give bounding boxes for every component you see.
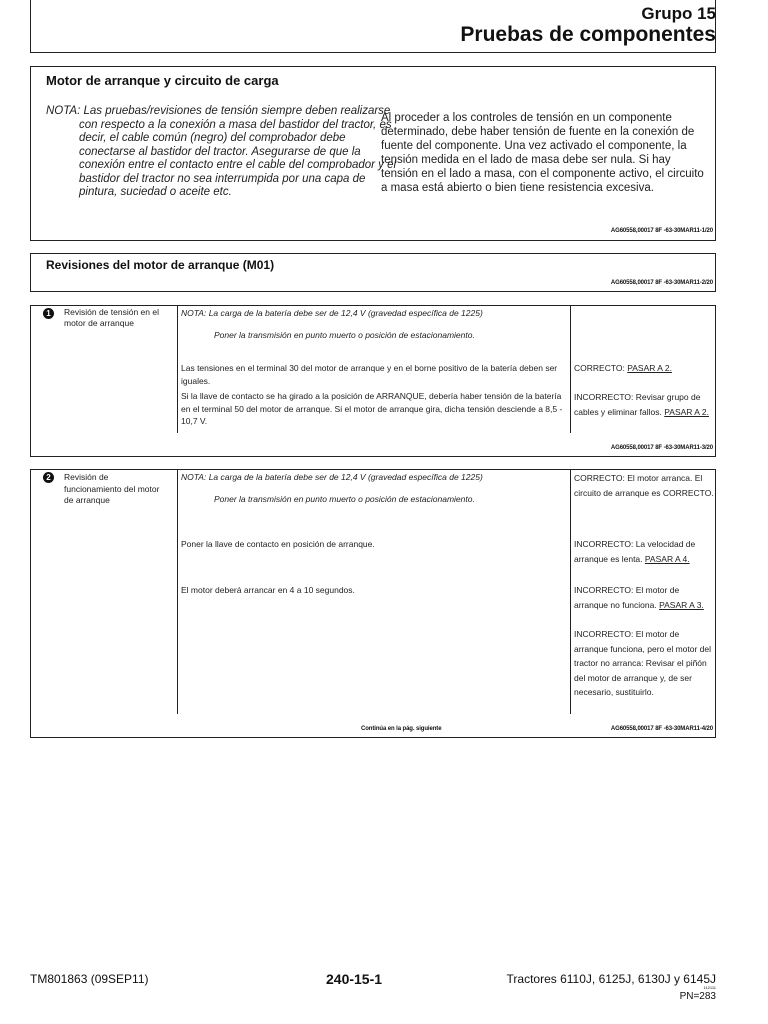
continue-note: Continúa en la pág. siguiente xyxy=(361,726,442,732)
result-incorrect xyxy=(574,583,714,612)
footer-tiny-code: 112111 xyxy=(703,985,716,990)
goto-link[interactable]: PASAR A 3. xyxy=(659,599,704,610)
step-label: Revisión de tensión en el motor de arranque xyxy=(64,307,159,328)
divider xyxy=(177,470,178,714)
goto-link[interactable]: PASAR A 4. xyxy=(644,553,690,564)
result-text: CORRECTO: xyxy=(574,363,628,373)
section-revisiones xyxy=(30,253,716,292)
group-label: Grupo 15 xyxy=(641,4,716,23)
result-text: INCORRECTO: Revisar grupo de cables y eliminar fallos. xyxy=(574,392,701,417)
step-label: Revisión de funcionamiento del motor de arranque xyxy=(64,472,160,505)
goto-link[interactable]: PASAR A 2. xyxy=(627,363,672,373)
nota-text: NOTA: La carga de la batería debe ser de 12,4 V (gravedad específica de 1225) xyxy=(181,308,483,318)
check-text: Si la llave de contacto se ha girado a la posición de ARRANQUE, debería haber tensión de la batería en el terminal 50 del motor de arranque. Si el motor de arranque gira, dicha tensión desciende a 8,5 - 10,7 V. xyxy=(181,391,563,426)
footer-page-number: 240-15-1 xyxy=(326,971,383,987)
step-number-badge: 2 xyxy=(43,472,54,483)
check-text: Poner la llave de contacto en posición de arranque. xyxy=(181,539,375,549)
footer-pn: PN=283 xyxy=(679,991,716,1002)
reference-code: AG60558,00017 8F -63-30MAR11-4/20 xyxy=(610,726,713,732)
reference-code: AG60558,00017 8F -63-30MAR11-1/20 xyxy=(610,228,713,234)
result-correct xyxy=(574,362,714,375)
section-body-text: Al proceder a los controles de tensión en un componente determinado, debe haber tensión de fuente en la conexión de fuente del componente. Una vez activado el componente, la tensión medida en el lado de masa debe ser nula. Si hay tensión en el lado a masa, con el componente activo, el circuito a masa está abierto o bien tiene resistencia excesiva. xyxy=(381,112,704,194)
instruction-text: Poner la transmisión en punto muerto o posición de estacionamiento. xyxy=(214,494,475,504)
section-motor-arranque xyxy=(30,66,716,241)
step-number-badge: 1 xyxy=(43,308,54,319)
page-title: Pruebas de componentes xyxy=(460,23,716,46)
reference-code: AG60558,00017 8F -63-30MAR11-2/20 xyxy=(610,280,713,286)
instruction-text: Poner la transmisión en punto muerto o posición de estacionamiento. xyxy=(214,330,475,340)
result-text: INCORRECTO: La velocidad de arranque es lenta. xyxy=(574,539,696,564)
footer-doc-id: TM801863 (09SEP11) xyxy=(30,972,149,986)
divider xyxy=(570,470,571,714)
section-title: Revisiones del motor de arranque (M01) xyxy=(46,258,275,272)
step-2-box xyxy=(30,469,716,738)
reference-code: AG60558,00017 8F -63-30MAR11-3/20 xyxy=(610,445,713,451)
result-incorrect xyxy=(574,537,714,566)
result-incorrect: INCORRECTO: El motor de arranque funciona, pero el motor del tractor no arranca: Revisar el piñón del motor de arranque y, de ser necesario, sustituirlo. xyxy=(574,629,712,697)
result-incorrect xyxy=(574,390,714,419)
footer-product: Tractores 6110J, 6125J, 6130J y 6145J xyxy=(506,972,716,986)
goto-link[interactable]: PASAR A 2. xyxy=(664,406,709,417)
check-text: El motor deberá arrancar en 4 a 10 segundos. xyxy=(181,585,355,595)
nota-text: NOTA: La carga de la batería debe ser de 12,4 V (gravedad específica de 1225) xyxy=(181,472,483,482)
result-correct: CORRECTO: El motor arranca. El circuito de arranque es CORRECTO. xyxy=(574,473,714,498)
divider xyxy=(177,306,178,433)
step-1-box xyxy=(30,305,716,457)
nota-text: NOTA: Las pruebas/revisiones de tensión siempre deben realizarse con respecto a la conexión a masa del bastidor del tractor, es decir, el cable común (negro) del comprobador debe conectarse al bastidor del tractor. Asegurarse de que la conexión entre el contacto entre el cable del comprobador y el bastidor del tractor no sea interrumpida por una capa de pintura, suciedad o aceite etc. xyxy=(46,105,397,198)
result-text: INCORRECTO: El motor de arranque no funciona. xyxy=(574,585,680,610)
divider xyxy=(570,306,571,433)
section-title: Motor de arranque y circuito de carga xyxy=(46,73,279,88)
check-text: Las tensiones en el terminal 30 del motor de arranque y en el borne positivo de la batería deben ser iguales. xyxy=(181,363,558,386)
